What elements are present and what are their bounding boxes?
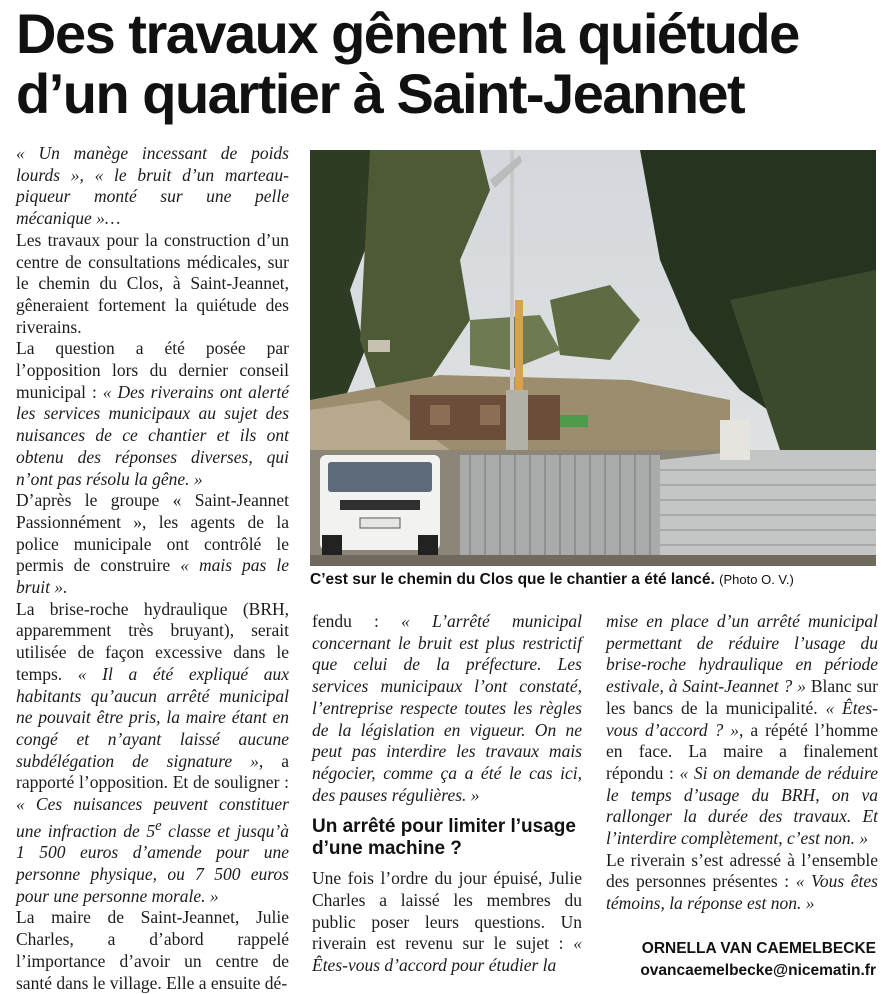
quote: « mais pas le bruit ». (16, 555, 290, 598)
article-column-1 (16, 143, 289, 994)
text-span: La brise-roche hydraulique (BRH, apparemment très bruyant), serait utilisée de façon excessive dans le temps. (16, 598, 289, 684)
quote (16, 794, 289, 906)
quote: « Si on demande de réduire le temps d’usage du BRH, on va rallonger la durée des travaux. Et l’interdire complètement, c’est non. » (606, 762, 878, 849)
article-column-3 (606, 611, 878, 915)
quote: « Êtes-vous d’accord pour étudier la (312, 933, 582, 976)
photo-credit: (Photo O. V.) (719, 572, 794, 587)
caption-text: C’est sur le chemin du Clos que le chantier a été lancé. (310, 571, 715, 588)
paragraph (312, 611, 582, 806)
text-span: Le riverain s’est adressé à l’ensemble des personnes présentes : (606, 849, 878, 892)
paragraph (16, 338, 289, 490)
text-span: La question a été posée par l’opposition lors du dernier conseil municipal : (16, 338, 289, 402)
paragraph (16, 599, 289, 908)
text-span: Une fois l’ordre du jour épuisé, Julie Charles a laissé les membres du public poser leurs questions. Un riverain est revenu sur le sujet : (312, 868, 582, 954)
quote: « Il a été expliqué aux habitants qu’aucun arrêté municipal ne pouvait être pris, la maire étant en congé et n’ayant laissé aucune subdélégation de signature » (16, 663, 289, 771)
text-span: « Ces nuisances peuvent constituer une infraction de 5 (16, 794, 289, 841)
quote: « Vous êtes témoins, la réponse est non. » (606, 871, 878, 914)
text-span: , a rapporté l’opposition. Et de souligner : (16, 750, 289, 793)
photo-caption (310, 571, 876, 589)
quote-intro: « Un manège incessant de poids lourds », « le bruit d’un marteau-piqueur monté sur une pelle mécanique »… (16, 143, 289, 229)
subheading: Un arrêté pour limiter l’usage d’une machine ? (312, 816, 576, 860)
quote: « L’arrêté municipal concernant le bruit est plus restrictif que celui de la préfecture. Les services municipaux l’ont constaté, l’entreprise respecte toutes les règles de la législation en vigueur. On ne peut pas interdire les travaux mais négocier, comme ça a été le cas ici, des pauses régulières. » (312, 611, 582, 805)
paragraph: La maire de Saint-Jeannet, Julie Charles, a d’abord rappelé l’importance d’avoir un centre de santé dans le village. Elle a ensuite dé- (16, 907, 289, 993)
headline: Des travaux gênent la quiétude d’un quartier à Saint-Jeannet (16, 2, 799, 125)
paragraph (312, 868, 582, 977)
author-email: ovancaemelbecke@nicematin.fr (640, 962, 876, 979)
article-column-2 (312, 611, 582, 977)
article-photo (310, 150, 876, 566)
paragraph (606, 850, 878, 915)
text-span: fendu : (312, 611, 402, 631)
author-name: ORNELLA VAN CAEMELBECKE (641, 940, 876, 957)
text-span: , a répété l’homme en face. La maire a finalement répondu : (606, 719, 878, 783)
quote: mise en place d’un arrêté municipal permettant de réduire l’usage du brise-roche hydraulique en période estivale, à Saint-Jeannet ? » (606, 611, 878, 697)
superscript: e (155, 817, 162, 834)
text-span: Blanc sur les bancs de la municipalité. (606, 676, 878, 718)
quote: « Des riverains ont alerté les services municipaux au sujet des nuisances de ce chantier et ils ont obtenu des réponses diverses, qui n’ont pas résolu la gêne. » (16, 381, 289, 489)
paragraph (606, 611, 878, 850)
paragraph (16, 143, 289, 230)
construction-site-photo (310, 150, 876, 566)
quote: « Êtes-vous d’accord ? » (606, 697, 878, 740)
paragraph: Les travaux pour la construction d’un centre de consultations médicales, sur le chemin du Clos, à Saint-Jeannet, gêneraient fortement la quiétude des riverains. (16, 229, 289, 337)
text-span: classe et jusqu’à 1 500 euros d’amende pour une personne physique, ou 7 500 euros pour une personne morale. » (16, 820, 289, 906)
byline (640, 938, 876, 982)
text-span: D’après le groupe « Saint-Jeannet Passionnément », les agents de la police municipale ont contrôlé le permis de construire (16, 490, 289, 576)
paragraph (16, 490, 289, 599)
